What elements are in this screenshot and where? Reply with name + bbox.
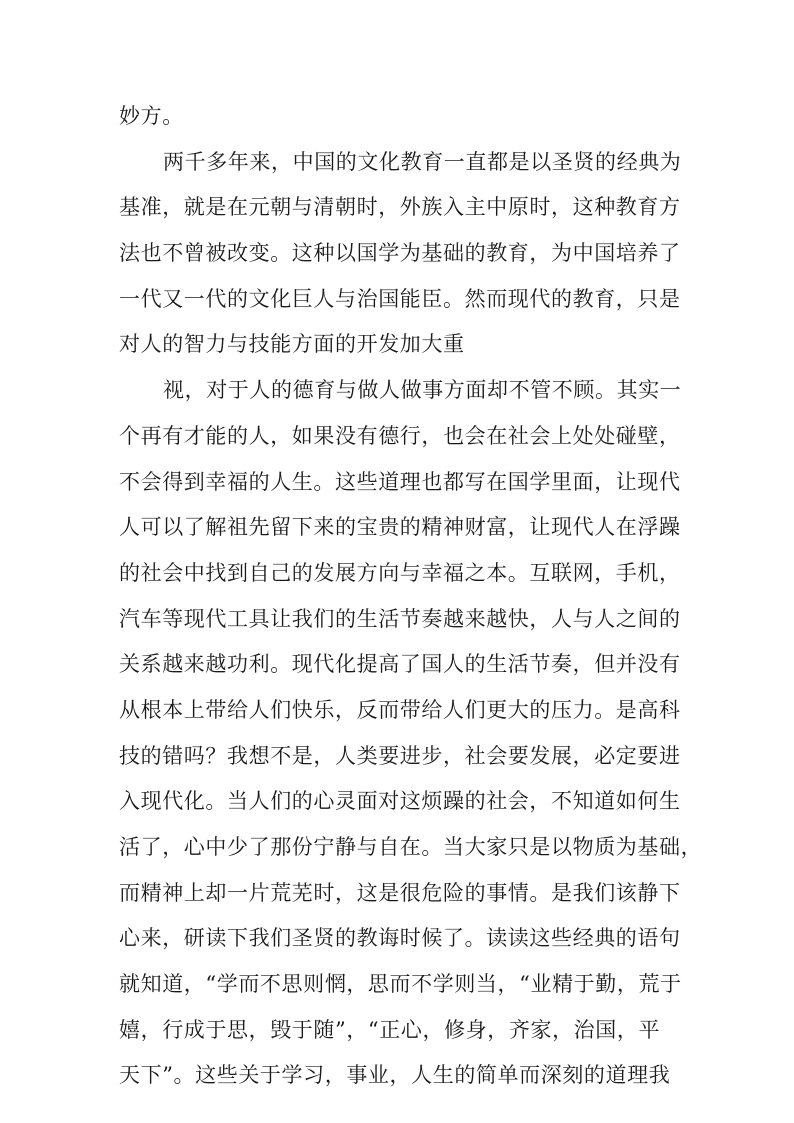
text-line-5: 一代又一代的文化巨人与治国能臣。然而现代的教育，只是 [119, 286, 681, 311]
text-line-2: 两千多年来，中国的文化教育一直都是以圣贤的经典为 [163, 149, 682, 174]
text-line-21: 嬉，行成于思，毁于随”，“正心，修身，齐家，治国，平 [119, 1017, 661, 1042]
text-line-16: 入现代化。当人们的心灵面对这烦躁的社会，不知道如何生 [119, 789, 681, 814]
text-line-11: 的社会中找到自己的发展方向与幸福之本。互联网，手机， [119, 560, 681, 585]
text-line-13: 关系越来越功利。现代化提高了国人的生活节奏，但并没有 [119, 652, 681, 677]
text-line-12: 汽车等现代工具让我们的生活节奏越来越快，人与人之间的 [119, 606, 681, 631]
text-line-9: 不会得到幸福的人生。这些道理也都写在国学里面，让现代 [119, 469, 681, 494]
text-line-1: 妙方。 [119, 104, 184, 128]
text-line-8: 个再有才能的人，如果没有德行，也会在社会上处处碰壁， [119, 423, 681, 448]
text-line-10: 人可以了解祖先留下来的宝贵的精神财富，让现代人在浮躁 [119, 515, 681, 540]
text-line-17: 活了，心中少了那份宁静与自在。当大家只是以物质为基础， [119, 835, 703, 859]
text-line-3: 基准，就是在元朝与清朝时，外族入主中原时，这种教育方 [119, 195, 681, 220]
body-text [119, 94, 703, 1099]
text-line-4: 法也不曾被改变。这种以国学为基础的教育，为中国培养了 [119, 241, 681, 266]
text-line-22: 天下”。这些关于学习，事业，人生的简单而深刻的道理我 [119, 1063, 671, 1088]
text-line-20: 就知道，“学而不思则惘，思而不学则当，“业精于勤，荒于 [119, 972, 682, 997]
text-line-7: 视，对于人的德育与做人做事方面却不管不顾。其实一 [163, 378, 682, 403]
text-line-18: 而精神上却一片荒芜时，这是很危险的事情。是我们该静下 [119, 880, 681, 905]
text-line-15: 技的错吗？我想不是，人类要进步，社会要发展，必定要进 [119, 743, 681, 768]
text-line-6: 对人的智力与技能方面的开发加大重 [119, 332, 465, 357]
text-line-14: 从根本上带给人们快乐，反而带给人们更大的压力。是高科 [119, 697, 681, 722]
text-line-19: 心来，研读下我们圣贤的教诲时候了。读读这些经典的语句 [119, 926, 681, 951]
